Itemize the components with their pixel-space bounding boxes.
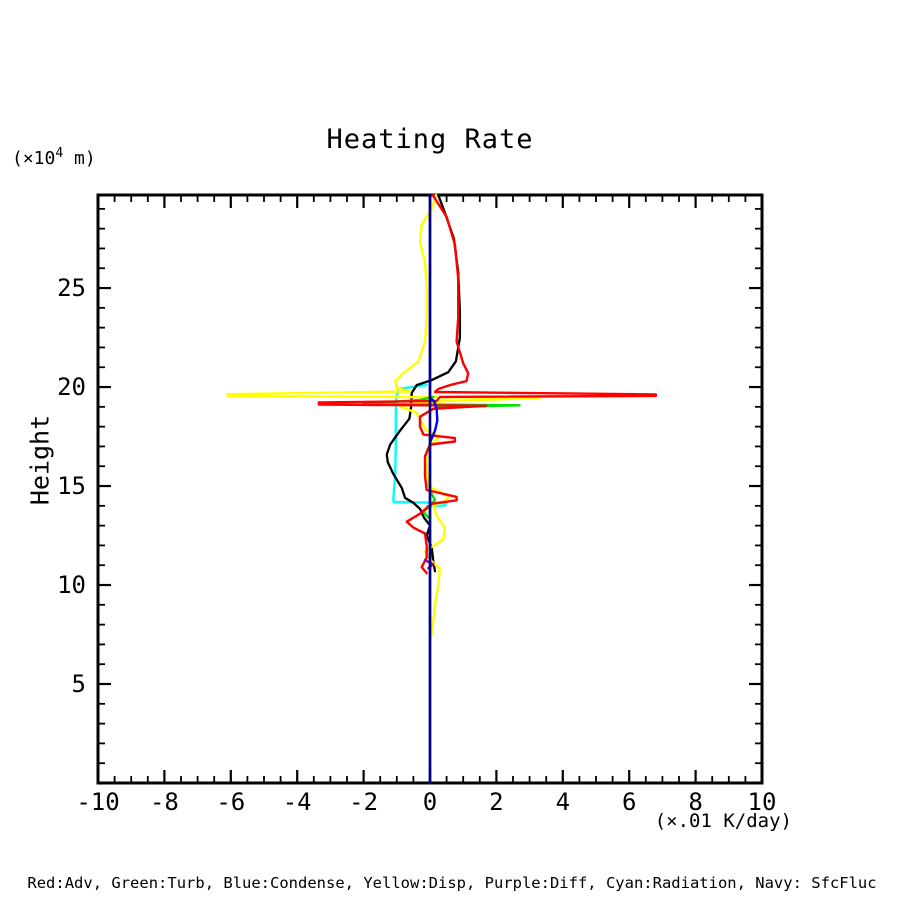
x-tick-label: 0 bbox=[422, 788, 438, 816]
x-tick-label: -6 bbox=[216, 788, 246, 816]
chart-title: Heating Rate bbox=[326, 124, 534, 155]
y-tick-label: 15 bbox=[57, 472, 86, 501]
x-tick-label: -8 bbox=[149, 788, 179, 816]
x-tick-label: 2 bbox=[489, 788, 504, 816]
x-tick-label: 6 bbox=[621, 788, 637, 816]
y-axis-title: Height bbox=[25, 414, 55, 506]
y-tick-label: 20 bbox=[57, 373, 86, 402]
x-tick-label: 8 bbox=[688, 788, 703, 816]
y-unit-prefix: (×10 bbox=[12, 148, 56, 169]
x-tick-label: 4 bbox=[555, 788, 571, 816]
y-unit-suffix: m) bbox=[63, 148, 96, 169]
x-tick-label: -2 bbox=[349, 788, 379, 816]
y-axis-unit-label bbox=[12, 146, 96, 169]
y-tick-label: 5 bbox=[71, 670, 86, 699]
y-unit-exponent: 4 bbox=[55, 146, 64, 161]
x-axis-unit-label: (×.01 K/day) bbox=[654, 810, 792, 832]
series-adv-line bbox=[319, 195, 656, 573]
y-tick-label: 10 bbox=[57, 571, 86, 600]
x-tick-label: -4 bbox=[282, 788, 312, 816]
y-tick-label: 25 bbox=[57, 274, 86, 303]
series-disp-line bbox=[228, 195, 540, 635]
x-tick-label: -10 bbox=[76, 788, 120, 816]
x-tick-label: 10 bbox=[747, 788, 777, 816]
legend-text: Red:Adv, Green:Turb, Blue:Condense, Yellow:Disp, Purple:Diff, Cyan:Radiation, Navy: SfcFluc bbox=[27, 874, 877, 892]
